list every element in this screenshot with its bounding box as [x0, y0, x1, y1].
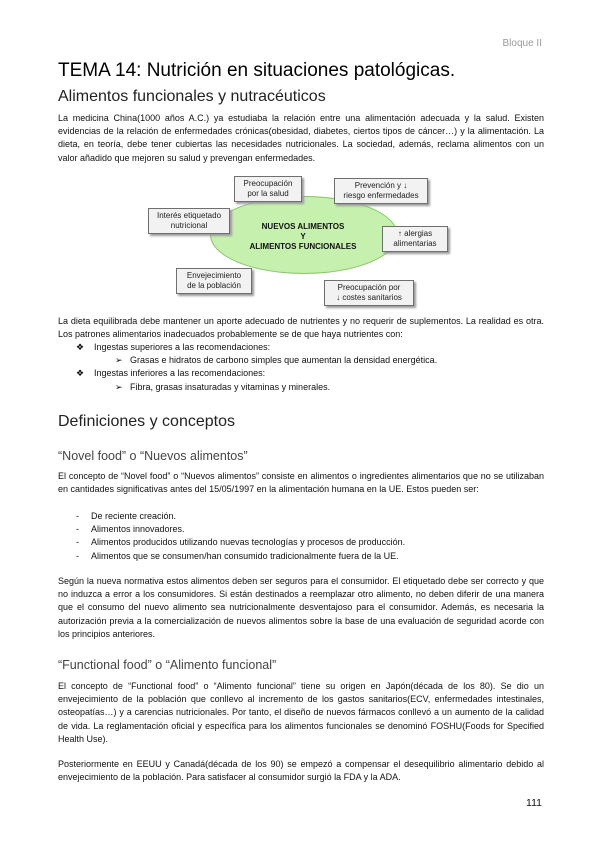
page-title: TEMA 14: Nutrición en situaciones patológicas. [58, 60, 456, 81]
running-header: Bloque II [502, 38, 542, 49]
subheading-novel-food: “Novel food” o “Nuevos alimentos” [58, 449, 248, 463]
list-item-label: Ingestas inferiores a las recomendaciones: [94, 368, 266, 379]
box-line: nutricional [170, 221, 208, 230]
list-item: - De reciente creación. [58, 510, 544, 523]
diamond-bullet-icon: ❖ [76, 368, 85, 379]
center-line-2: Y [300, 232, 306, 241]
dieta-paragraph: La dieta equilibrada debe mantener un aporte adecuado de nutrientes y no requerir de suplementos. La realidad es otra. Los patrones alimentarios inadecuados probablemente se de que haya nutrientes con: [58, 316, 544, 340]
box-line: Envejecimiento [186, 271, 242, 280]
intro-paragraph: La medicina China(1000 años A.C.) ya estudiaba la relación entre una alimentación adecuada y la salud. Existen evidencias de la relación de enfermedades crónicas(obesidad, diabetes, ciertos tipos de cáncer…) y la alimentación. La dieta, en teoría, debe tener cubiertas las necesidades nutricionales. La sociedad, además, reclama alimentos con un valor añadido que mejoren su salud y prevengan enfermedades. [58, 113, 544, 163]
center-line-3: ALIMENTOS FUNCIONALES [249, 242, 357, 251]
diamond-bullet-icon: ❖ [76, 342, 85, 352]
box-line: riesgo enfermedades [343, 191, 419, 200]
section-heading-alimentos: Alimentos funcionales y nutracéuticos [58, 88, 326, 105]
box-line: Interés etiquetado [156, 211, 222, 220]
box-interes-etiquetado [148, 208, 230, 234]
list-item [58, 367, 544, 380]
center-line-1: NUEVOS ALIMENTOS [261, 222, 345, 231]
list-subitem [58, 381, 544, 394]
list-subitem-text: Grasas e hidratos de carbono simples que aumentan la densidad energética. [130, 355, 438, 366]
box-envejecimiento [176, 268, 252, 294]
box-line: Preocupación [243, 179, 293, 188]
box-line: ↑ alergias [397, 229, 433, 238]
functional-food-paragraph-2: Posteriormente en EEUU y Canadá(década de los 90) se empezó a compensar el desequilibrio alimentario debido al envejecimiento de la población. Para satisfacer al consumidor surgió la FDA y la ADA. [58, 759, 544, 783]
box-prevencion [334, 178, 428, 204]
box-line: de la población [187, 281, 241, 290]
nutrient-list [58, 341, 544, 394]
list-subitem [58, 354, 544, 367]
box-preocupacion-salud [234, 176, 302, 202]
arrow-bullet-icon: ➢ [115, 355, 123, 366]
list-subitem-text: Fibra, grasas insaturadas y vitaminas y minerales. [130, 381, 331, 392]
box-line: ↓ costes sanitarios [336, 293, 402, 302]
novel-food-paragraph: El concepto de “Novel food” o “Nuevos alimentos” consiste en alimentos o ingredientes alimentarios que no se utilizaban en cantidades significativas antes del 15/05/1997 en la alimentación humana en la UE. Estos pueden ser: [58, 471, 544, 495]
box-line: alimentarias [393, 239, 437, 248]
box-alergias [382, 226, 448, 252]
arrow-bullet-icon: ➢ [115, 381, 123, 392]
functional-food-paragraph: El concepto de “Functional food” o “Alimento funcional” tiene su origen en Japón(década de los 80). Se dio un envejecimiento de la población que conllevo al incremento de los gastos sanitarios(ECV, enfermedades intestinales, osteopatías…) y a carencias nutricionales. Por tanto, el diseño de nuevos fármacos conllevó a un aumento de la calidad de vida. La reglamentación oficial y específica para los alimentos funcionales se denominó FOSHU(Foods for Specified Health Use). [58, 681, 544, 744]
concept-diagram [140, 172, 460, 308]
list-item [58, 341, 544, 354]
list-item: - Alimentos que se consumen/han consumido tradicionalmente fuera de la UE. [58, 550, 544, 563]
list-item: - Alimentos innovadores. [58, 523, 544, 536]
box-costes-sanitarios [324, 280, 414, 306]
subheading-functional-food: “Functional food” o “Alimento funcional” [58, 658, 277, 672]
list-item: - Alimentos producidos utilizando nuevas tecnologías y procesos de producción. [58, 536, 544, 549]
diagram-center-label [210, 222, 396, 252]
box-line: Prevención y ↓ [354, 181, 408, 190]
page-number: 111 [526, 797, 542, 809]
box-line: por la salud [247, 189, 289, 198]
section-heading-definiciones: Definiciones y conceptos [58, 413, 235, 430]
novel-food-regulation-paragraph: Según la nueva normativa estos alimentos deben ser seguros para el consumidor. El etiquetado debe ser correcto y que no induzca a error a los consumidores. Si están destinados a reemplazar otro alimento, no deben diferir de una manera que el consumo del nuevo alimento sea nutricionalmente desventajoso para el consumidor. Además, es necesaria la autorización previa a la comercialización de nuevos alimentos sobre la base de una evaluación de seguridad acorde con los principios anteriores. [58, 576, 544, 639]
list-item-label: Ingestas superiores a las recomendaciones: [94, 342, 271, 352]
box-line: Preocupación por [337, 283, 401, 292]
novel-food-list [58, 510, 544, 563]
